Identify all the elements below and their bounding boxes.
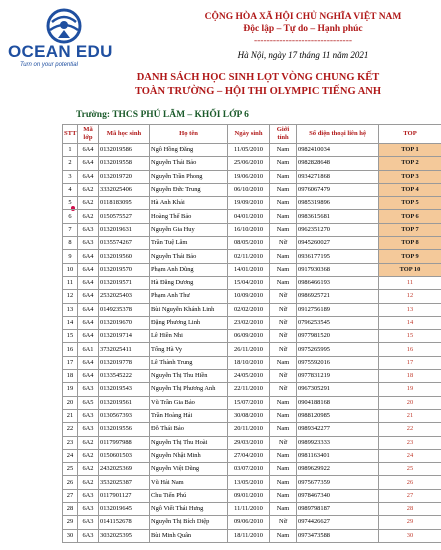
table-row: [63, 183, 441, 196]
table-row: [63, 529, 441, 542]
cell-stt: 5: [63, 197, 78, 210]
cell-stt: 6: [63, 210, 78, 223]
table-row: [63, 223, 441, 236]
cell-phone: 0985319896: [297, 197, 379, 210]
column-header-stt: STT: [63, 125, 78, 144]
cell-full-name: Nguyễn Thị Thu Hiền: [150, 370, 228, 383]
cell-birth-date: 26/11/2010: [228, 343, 270, 356]
cell-class-code: 6A4: [78, 157, 99, 170]
cell-stt: 26: [63, 476, 78, 489]
cell-birth-date: 22/11/2010: [228, 383, 270, 396]
cell-gender: Nam: [270, 449, 297, 462]
cell-phone: 0967305291: [297, 383, 379, 396]
cell-top: 19: [379, 383, 441, 396]
cell-birth-date: 16/10/2010: [228, 223, 270, 236]
cell-gender: Nam: [270, 263, 297, 276]
cell-class-code: 6A4: [78, 276, 99, 289]
cell-gender: Nữ: [270, 516, 297, 529]
cell-phone: 0975677359: [297, 476, 379, 489]
cell-phone: 0989342277: [297, 423, 379, 436]
cell-gender: Nam: [270, 396, 297, 409]
cell-full-name: Phạm Anh Thư: [150, 290, 228, 303]
cell-student-code: 2532025403: [99, 290, 150, 303]
table-row: [63, 463, 441, 476]
cell-gender: Nam: [270, 489, 297, 502]
cell-birth-date: 06/10/2010: [228, 183, 270, 196]
cell-stt: 19: [63, 383, 78, 396]
cell-full-name: Bùi Minh Quân: [150, 529, 228, 542]
cell-stt: 15: [63, 330, 78, 343]
cell-class-code: 6A3: [78, 489, 99, 502]
cell-phone: 0986466193: [297, 276, 379, 289]
cell-student-code: 0117997988: [99, 436, 150, 449]
cell-birth-date: 18/11/2010: [228, 529, 270, 542]
cell-phone: 0978467340: [297, 489, 379, 502]
cell-student-code: 0132019670: [99, 316, 150, 329]
table-row: [63, 290, 441, 303]
cell-phone: 0982828648: [297, 157, 379, 170]
cell-stt: 10: [63, 263, 78, 276]
cell-birth-date: 27/04/2010: [228, 449, 270, 462]
cell-class-code: 6A5: [78, 396, 99, 409]
cell-student-code: 2432025369: [99, 463, 150, 476]
table-row: [63, 396, 441, 409]
table-row: [63, 436, 441, 449]
cell-full-name: Nguyễn Thái Bảo: [150, 157, 228, 170]
cell-top: 15: [379, 330, 441, 343]
cell-gender: Nữ: [270, 290, 297, 303]
document-title-line2: TOÀN TRƯỜNG – HỘI THI OLYMPIC TIẾNG ANH: [134, 86, 382, 97]
cell-top: 17: [379, 356, 441, 369]
cell-phone: 0912756189: [297, 303, 379, 316]
cell-stt: 8: [63, 237, 78, 250]
cell-gender: Nữ: [270, 237, 297, 250]
cell-full-name: Vũ Hải Nam: [150, 476, 228, 489]
cell-birth-date: 20/11/2010: [228, 423, 270, 436]
table-row: [63, 330, 441, 343]
cell-phone: 0986925721: [297, 290, 379, 303]
cell-birth-date: 30/08/2010: [228, 409, 270, 422]
cell-student-code: 0118183095: [99, 197, 150, 210]
cell-stt: 24: [63, 449, 78, 462]
cell-class-code: 6A2: [78, 210, 99, 223]
table-row: [63, 383, 441, 396]
cell-birth-date: 11/05/2010: [228, 144, 270, 157]
header-divider: -------------------------------: [253, 36, 353, 46]
cell-class-code: 6A4: [78, 263, 99, 276]
cell-student-code: 3332025406: [99, 183, 150, 196]
cell-class-code: 6A2: [78, 183, 99, 196]
cell-birth-date: 13/05/2010: [228, 476, 270, 489]
cell-student-code: 0117901127: [99, 489, 150, 502]
cell-phone: 0936177195: [297, 250, 379, 263]
cell-gender: Nữ: [270, 343, 297, 356]
cell-class-code: 6A2: [78, 476, 99, 489]
column-header-phone: Số điện thoại liên hệ: [297, 125, 379, 144]
national-title: CỘNG HÒA XÃ HỘI CHỦ NGHĨA VIỆT NAM: [204, 12, 402, 22]
cell-phone: 0945260027: [297, 237, 379, 250]
table-row: [63, 237, 441, 250]
cell-stt: 16: [63, 343, 78, 356]
cell-full-name: Nguyễn Thị Bích Diệp: [150, 516, 228, 529]
cell-birth-date: 19/09/2010: [228, 197, 270, 210]
table-row: [63, 476, 441, 489]
cell-top: 22: [379, 423, 441, 436]
column-header-gender: Giới tính: [270, 125, 297, 144]
cell-birth-date: 09/06/2010: [228, 516, 270, 529]
cell-stt: 3: [63, 170, 78, 183]
column-header-class-code: Mã lớp: [78, 125, 99, 144]
cell-class-code: 6A4: [78, 370, 99, 383]
cell-birth-date: 15/04/2010: [228, 276, 270, 289]
table-row: [63, 343, 441, 356]
cell-student-code: 0132019645: [99, 503, 150, 516]
cell-top: 13: [379, 303, 441, 316]
cell-birth-date: 10/09/2010: [228, 290, 270, 303]
cell-top: 27: [379, 489, 441, 502]
cell-birth-date: 19/06/2010: [228, 170, 270, 183]
table-row: [63, 144, 441, 157]
cell-top: TOP 4: [379, 183, 441, 196]
cell-class-code: 6A3: [78, 223, 99, 236]
table-header-row: [63, 125, 441, 144]
table-row: [63, 276, 441, 289]
table-body: [63, 144, 441, 543]
cell-full-name: Trần Tuệ Lâm: [150, 237, 228, 250]
column-header-full-name: Họ tên: [150, 125, 228, 144]
cell-student-code: 0135574267: [99, 237, 150, 250]
cell-stt: 29: [63, 516, 78, 529]
cell-gender: Nam: [270, 210, 297, 223]
cell-gender: Nam: [270, 476, 297, 489]
cell-top: TOP 5: [379, 197, 441, 210]
cell-class-code: 6A3: [78, 516, 99, 529]
cell-student-code: 0150601503: [99, 449, 150, 462]
cell-class-code: 6A3: [78, 529, 99, 542]
cell-top: TOP 7: [379, 223, 441, 236]
cell-student-code: 0132019558: [99, 157, 150, 170]
cell-top: TOP 10: [379, 263, 441, 276]
cell-student-code: 0149235378: [99, 303, 150, 316]
cell-gender: Nam: [270, 144, 297, 157]
cell-gender: Nam: [270, 356, 297, 369]
cell-gender: Nữ: [270, 370, 297, 383]
cell-stt: 9: [63, 250, 78, 263]
column-header-top: TOP: [379, 125, 441, 144]
table-row: [63, 423, 441, 436]
cell-birth-date: 04/01/2010: [228, 210, 270, 223]
table-row: [63, 503, 441, 516]
table-row: [63, 197, 441, 210]
cell-student-code: 3732025411: [99, 343, 150, 356]
cell-class-code: 6A3: [78, 409, 99, 422]
cell-full-name: Vũ Trần Gia Bảo: [150, 396, 228, 409]
cell-full-name: Tống Hà Vy: [150, 343, 228, 356]
cell-birth-date: 06/09/2010: [228, 330, 270, 343]
cell-phone: 0988120985: [297, 409, 379, 422]
cell-birth-date: 25/06/2010: [228, 157, 270, 170]
cell-student-code: 0132019571: [99, 276, 150, 289]
table-row: [63, 370, 441, 383]
cell-full-name: Hà Anh Khải: [150, 197, 228, 210]
cell-top: TOP 1: [379, 144, 441, 157]
cell-stt: 22: [63, 423, 78, 436]
cell-top: TOP 6: [379, 210, 441, 223]
cell-top: 25: [379, 463, 441, 476]
cell-stt: 20: [63, 396, 78, 409]
cell-stt: 28: [63, 503, 78, 516]
column-header-birth-date: Ngày sinh: [228, 125, 270, 144]
cell-stt: 7: [63, 223, 78, 236]
table-row: [63, 210, 441, 223]
cell-phone: 0934271868: [297, 170, 379, 183]
cell-phone: 0904188168: [297, 396, 379, 409]
cell-class-code: 6A4: [78, 356, 99, 369]
national-motto: Độc lập – Tự do – Hạnh phúc: [243, 24, 363, 34]
table-row: [63, 157, 441, 170]
cell-birth-date: 24/05/2010: [228, 370, 270, 383]
cell-class-code: 6A4: [78, 290, 99, 303]
brand-tagline: Turn on your potential: [20, 62, 78, 68]
cell-top: 29: [379, 516, 441, 529]
cell-stt: 11: [63, 276, 78, 289]
cell-class-code: 6A4: [78, 250, 99, 263]
document-title-line1: DANH SÁCH HỌC SINH LỌT VÒNG CHUNG KẾT: [136, 72, 380, 83]
cell-gender: Nam: [270, 223, 297, 236]
cell-full-name: Nguyễn Đức Trung: [150, 183, 228, 196]
cell-full-name: Phạm Anh Dũng: [150, 263, 228, 276]
cell-top: TOP 9: [379, 250, 441, 263]
table-row: [63, 303, 441, 316]
cell-class-code: 6A4: [78, 303, 99, 316]
cell-phone: 0981163401: [297, 449, 379, 462]
cell-top: 18: [379, 370, 441, 383]
cell-gender: Nam: [270, 250, 297, 263]
cell-top: 23: [379, 436, 441, 449]
cell-student-code: 3032025395: [99, 529, 150, 542]
cell-full-name: Đặng Phương Linh: [150, 316, 228, 329]
cell-gender: Nam: [270, 529, 297, 542]
cell-birth-date: 02/11/2010: [228, 250, 270, 263]
table-row: [63, 263, 441, 276]
cell-stt: 12: [63, 290, 78, 303]
cell-class-code: 6A2: [78, 463, 99, 476]
cell-gender: Nam: [270, 183, 297, 196]
cell-birth-date: 11/11/2010: [228, 503, 270, 516]
cell-class-code: 6A2: [78, 436, 99, 449]
cell-full-name: Nguyễn Trần Phong: [150, 170, 228, 183]
cell-class-code: 6A4: [78, 330, 99, 343]
cell-class-code: 6A4: [78, 170, 99, 183]
cell-gender: Nam: [270, 197, 297, 210]
cell-gender: Nam: [270, 157, 297, 170]
cell-student-code: 0132019631: [99, 223, 150, 236]
table-row: [63, 316, 441, 329]
cell-stt: 4: [63, 183, 78, 196]
cell-stt: 13: [63, 303, 78, 316]
cell-top: 12: [379, 290, 441, 303]
cell-stt: 27: [63, 489, 78, 502]
ocean-edu-logo: [6, 8, 136, 68]
table-row: [63, 449, 441, 462]
cell-full-name: Bùi Nguyễn Khánh Linh: [150, 303, 228, 316]
cell-top: 11: [379, 276, 441, 289]
cell-birth-date: 14/01/2010: [228, 263, 270, 276]
table-row: [63, 516, 441, 529]
cell-full-name: Chu Tiến Phú: [150, 489, 228, 502]
cell-class-code: 6A1: [78, 343, 99, 356]
cell-class-code: 6A3: [78, 237, 99, 250]
cell-class-code: 6A4: [78, 144, 99, 157]
cell-full-name: Ngô Viết Thái Hưng: [150, 503, 228, 516]
cell-student-code: 0133545222: [99, 370, 150, 383]
cell-student-code: 0130567393: [99, 409, 150, 422]
cell-full-name: Hoàng Thế Bảo: [150, 210, 228, 223]
cell-student-code: 0132019570: [99, 263, 150, 276]
cell-full-name: Nguyễn Việt Dũng: [150, 463, 228, 476]
cell-stt: 1: [63, 144, 78, 157]
cell-gender: Nữ: [270, 303, 297, 316]
globe-emblem-icon: [44, 8, 84, 44]
cell-top: 20: [379, 396, 441, 409]
cell-full-name: Nguyễn Nhật Minh: [150, 449, 228, 462]
cell-class-code: 6A3: [78, 423, 99, 436]
cell-gender: Nam: [270, 423, 297, 436]
cell-birth-date: 23/02/2010: [228, 316, 270, 329]
cell-gender: Nữ: [270, 383, 297, 396]
cell-top: 28: [379, 503, 441, 516]
cell-student-code: 0132019560: [99, 250, 150, 263]
cell-phone: 0977831219: [297, 370, 379, 383]
cell-stt: 23: [63, 436, 78, 449]
cell-gender: Nữ: [270, 316, 297, 329]
cell-top: TOP 2: [379, 157, 441, 170]
cell-top: 26: [379, 476, 441, 489]
table-row: [63, 250, 441, 263]
cell-phone: 0974426627: [297, 516, 379, 529]
cell-full-name: Lê Thành Trung: [150, 356, 228, 369]
cell-gender: Nam: [270, 170, 297, 183]
cell-student-code: 0132019714: [99, 330, 150, 343]
cell-birth-date: 09/01/2010: [228, 489, 270, 502]
cell-top: 24: [379, 449, 441, 462]
cell-birth-date: 15/07/2010: [228, 396, 270, 409]
cell-top: TOP 8: [379, 237, 441, 250]
cell-phone: 0983615681: [297, 210, 379, 223]
cell-stt: 17: [63, 356, 78, 369]
cell-class-code: 6A2: [78, 449, 99, 462]
cell-birth-date: 08/05/2010: [228, 237, 270, 250]
cell-birth-date: 02/02/2010: [228, 303, 270, 316]
cell-stt: 14: [63, 316, 78, 329]
cell-full-name: Hà Đăng Dương: [150, 276, 228, 289]
cell-full-name: Nguyễn Gia Huy: [150, 223, 228, 236]
table-row: [63, 356, 441, 369]
cell-stt: 25: [63, 463, 78, 476]
column-header-student-code: Mã học sinh: [99, 125, 150, 144]
cell-class-code: 6A2: [78, 197, 99, 210]
cell-phone: 0917930368: [297, 263, 379, 276]
date-line: Hà Nội, ngày 17 tháng 11 năm 2021: [237, 50, 369, 60]
cell-phone: 0989923333: [297, 436, 379, 449]
cell-top: TOP 3: [379, 170, 441, 183]
cell-class-code: 6A3: [78, 503, 99, 516]
cell-student-code: 0132019586: [99, 144, 150, 157]
cell-class-code: 6A3: [78, 383, 99, 396]
cell-phone: 0989798187: [297, 503, 379, 516]
finalist-table: [62, 124, 441, 543]
table-row: [63, 489, 441, 502]
cell-student-code: 0132019543: [99, 383, 150, 396]
cell-class-code: 6A4: [78, 316, 99, 329]
cell-gender: Nữ: [270, 330, 297, 343]
cell-student-code: 0132019720: [99, 170, 150, 183]
cell-student-code: 0150575527: [99, 210, 150, 223]
cell-full-name: Nguyễn Thị Thu Hoài: [150, 436, 228, 449]
cell-student-code: 0132019561: [99, 396, 150, 409]
cell-student-code: 0132019778: [99, 356, 150, 369]
brand-name: OCEAN EDU: [8, 42, 113, 61]
cell-phone: 0796253545: [297, 316, 379, 329]
cell-stt: 30: [63, 529, 78, 542]
cell-phone: 0989629922: [297, 463, 379, 476]
cell-phone: 0982410034: [297, 144, 379, 157]
cell-full-name: Lê Hiền Nhi: [150, 330, 228, 343]
cell-birth-date: 29/03/2010: [228, 436, 270, 449]
cell-student-code: 0132019556: [99, 423, 150, 436]
cell-full-name: Đỗ Thái Bảo: [150, 423, 228, 436]
cell-full-name: Trần Hoàng Hải: [150, 409, 228, 422]
cell-full-name: Ngô Hồng Đăng: [150, 144, 228, 157]
cell-top: 16: [379, 343, 441, 356]
cell-gender: Nam: [270, 276, 297, 289]
cell-phone: 0973473588: [297, 529, 379, 542]
cell-student-code: 3532025387: [99, 476, 150, 489]
cell-phone: 0975592016: [297, 356, 379, 369]
school-line: Trường: THCS PHÚ LÃM – KHỐI LỚP 6: [76, 110, 249, 120]
cell-stt: 21: [63, 409, 78, 422]
cell-birth-date: 03/07/2010: [228, 463, 270, 476]
cell-phone: 0977981520: [297, 330, 379, 343]
cell-phone: 0962351270: [297, 223, 379, 236]
cell-top: 14: [379, 316, 441, 329]
cell-gender: Nam: [270, 463, 297, 476]
table-row: [63, 170, 441, 183]
cell-top: 30: [379, 529, 441, 542]
cell-phone: 0975265995: [297, 343, 379, 356]
cell-phone: 0976067479: [297, 183, 379, 196]
cell-full-name: Nguyễn Thái Bảo: [150, 250, 228, 263]
table-row: [63, 409, 441, 422]
cell-stt: 2: [63, 157, 78, 170]
cell-top: 21: [379, 409, 441, 422]
cell-full-name: Nguyễn Thị Phương Anh: [150, 383, 228, 396]
cell-gender: Nữ: [270, 436, 297, 449]
cell-stt: 18: [63, 370, 78, 383]
cell-student-code: 0141152678: [99, 516, 150, 529]
cell-gender: Nam: [270, 503, 297, 516]
cell-gender: Nam: [270, 409, 297, 422]
cell-birth-date: 18/10/2010: [228, 356, 270, 369]
